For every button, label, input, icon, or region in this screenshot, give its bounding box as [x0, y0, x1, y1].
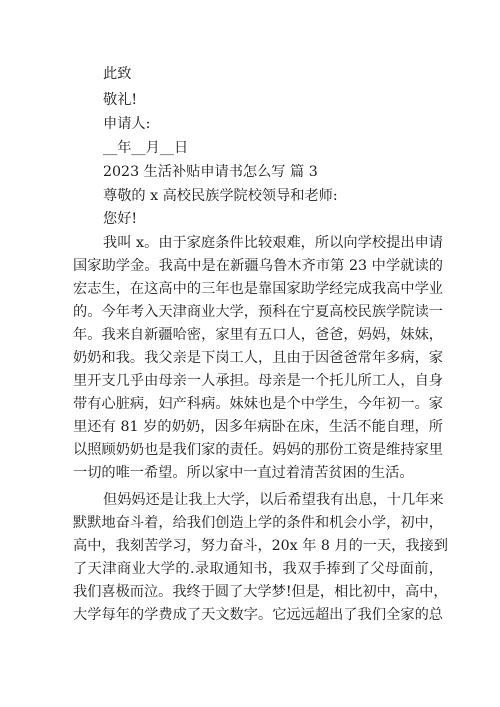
- paragraph-2-line: 了天津商业大学的.录取通知书，我双手捧到了父母面前，: [73, 561, 443, 577]
- paragraph-1-line: 奶奶和我。我父亲是下岗工人，且由于因爸爸常年多病，家: [73, 350, 443, 366]
- section-title: 2023 生活补贴申请书怎么写 篇 3: [103, 164, 318, 180]
- paragraph-2-line: 默默地奋斗着，给我们创造上学的条件和机会小学，初中，: [73, 515, 443, 531]
- paragraph-1-line: 年。我来自新疆哈密，家里有五口人，爸爸，妈妈，妹妹，: [73, 327, 443, 343]
- paragraph-1-line: 的。今年考入天津商业大学，预科在宁夏高校民族学院读一: [73, 304, 443, 320]
- paragraph-1-line: 里还有 81 岁的奶奶，因多年病卧在床，生活不能自理，所: [73, 419, 443, 435]
- paragraph-1-line: 宏志生，在这高中的三年也是靠国家助学经完成我高中学业: [73, 281, 443, 297]
- greeting: 您好!: [103, 211, 138, 227]
- paragraph-2-line: 高中，我刻苦学习，努力奋斗，20x 年 8 月的一天，我接到: [73, 538, 448, 554]
- paragraph-1-line: 一切的唯一希望。所以家中一直过着清苦贫困的生活。: [73, 465, 414, 481]
- applicant-label: 申请人:: [103, 116, 151, 132]
- paragraph-2-line: 我们喜极而泣。我终于圆了大学梦!但是，相比初中，高中，: [73, 584, 448, 600]
- paragraph-1-line: 我叫 x。由于家庭条件比较艰难，所以向学校提出申请: [103, 235, 443, 251]
- paragraph-2-line: 但妈妈还是让我上大学，以后希望我有出息，十几年来: [103, 492, 444, 508]
- paragraph-1-line: 里开支几乎由母亲一人承担。母亲是一个托儿所工人，自身: [73, 373, 443, 389]
- paragraph-2-line: 大学每年的学费成了天文数字。它远远超出了我们全家的总: [73, 607, 443, 623]
- closing-line-1: 此致: [103, 66, 132, 82]
- paragraph-1-line: 带有心脏病，妇产科病。妹妹也是个中学生，今年初一。家: [73, 396, 443, 412]
- date-line: __年__月__日: [103, 140, 189, 156]
- paragraph-1-line: 国家助学金。我高中是在新疆乌鲁木齐市第 23 中学就读的: [73, 258, 443, 274]
- paragraph-1-line: 以照顾奶奶也是我们家的责任。妈妈的那份工资是维持家里: [73, 442, 443, 458]
- salutation: 尊敬的 x 高校民族学院校领导和老师:: [103, 188, 338, 204]
- closing-line-2: 敬礼!: [103, 92, 138, 108]
